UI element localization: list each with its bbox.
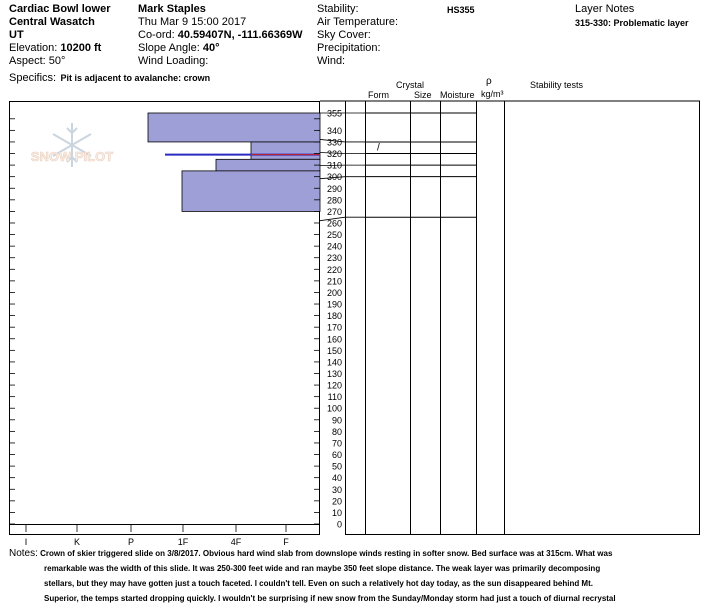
height-tick-label: 330 — [326, 137, 342, 148]
height-tick-label: 40 — [331, 473, 342, 484]
form-header: Form — [368, 90, 389, 100]
notes-label: Notes: — [9, 548, 38, 559]
notes-section — [9, 546, 709, 606]
snow-pilot-logo — [31, 123, 113, 167]
height-tick-label: 50 — [331, 461, 342, 472]
height-tick-label: 90 — [331, 415, 342, 426]
height-tick-label: 140 — [326, 357, 342, 368]
hardness-tick-label: K — [73, 537, 81, 547]
height-tick-label: 170 — [326, 322, 342, 333]
hardness-tick-label: P — [127, 537, 135, 547]
height-tick-label: 130 — [326, 368, 342, 379]
notes-line: remarkable was the width of this slide. It was 250-300 feet wide and ran maybe 350 feet slope distance. The weak layer was primarily decomposing — [44, 564, 601, 573]
height-tick-label: 70 — [331, 438, 342, 449]
height-tick-label: 120 — [326, 380, 342, 391]
precip-label: Precipitation: — [317, 42, 381, 54]
slope-label: Slope Angle: — [138, 42, 200, 54]
crystal-form-symbol: / — [377, 142, 380, 154]
aspect-value: 50° — [48, 55, 66, 67]
hardness-tick-label: 4F — [230, 537, 242, 547]
moisture-header: Moisture — [440, 90, 475, 100]
chart-frame — [9, 101, 700, 535]
air-temp-label: Air Temperature: — [317, 16, 399, 28]
notes-line: Superior, the temps started dropping quickly. I wouldn't be surprising if new snow from the Sunday/Monday storm had just a touch of diurnal recrystal — [44, 594, 616, 603]
state-name: UT — [9, 29, 24, 41]
height-tick-label: 180 — [326, 311, 342, 322]
sky-cover-label: Sky Cover: — [317, 29, 371, 41]
height-tick-label: 160 — [326, 334, 342, 345]
height-tick-label: 310 — [326, 160, 342, 171]
hardness-layer-bar — [216, 159, 320, 171]
height-tick-label: 280 — [326, 195, 342, 206]
height-tick-label: 30 — [331, 484, 342, 495]
hardness-layer-bar — [182, 171, 320, 212]
slope-value: 40° — [202, 42, 220, 54]
notes-line: stellars, but they may have gotten just a touch faceted. I couldn't tell. Even on such a relatively hot day today, as the sun disappeared behind Mt. — [44, 579, 593, 588]
height-tick-label: 150 — [326, 345, 342, 356]
wind-label: Wind: — [317, 55, 346, 67]
elevation-value: 10200 ft — [60, 42, 102, 54]
height-tick-label: 100 — [326, 403, 342, 414]
height-tick-label: 300 — [326, 172, 342, 183]
observation-datetime: Thu Mar 9 15:00 2017 — [138, 16, 247, 28]
layer-note-item: 315-330: Problematic layer — [575, 18, 689, 28]
height-tick-label: 200 — [326, 287, 342, 298]
coord-label: Co-ord: — [138, 29, 175, 41]
stability-tests-header: Stability tests — [530, 80, 584, 90]
elevation-label: Elevation: — [9, 42, 58, 54]
logo-text: SNOW PILOT — [30, 149, 114, 164]
height-tick-label: 20 — [331, 496, 342, 507]
location-name: Cardiac Bowl lower — [9, 3, 111, 15]
height-tick-label: 290 — [326, 183, 342, 194]
range-name: Central Wasatch — [9, 16, 95, 28]
height-tick-label: 0 — [336, 519, 342, 530]
specifics-label: Specifics: — [9, 72, 57, 84]
height-tick-label: 190 — [326, 299, 342, 310]
wind-loading-label: Wind Loading: — [138, 55, 209, 67]
size-header: Size — [414, 90, 432, 100]
height-tick-label: 270 — [326, 206, 342, 217]
hardness-tick-label: 1F — [177, 537, 189, 547]
hardness-tick-label: F — [283, 537, 289, 547]
height-tick-label: 60 — [331, 450, 342, 461]
observer-name: Mark Staples — [138, 3, 206, 15]
layer-notes-title: Layer Notes — [575, 3, 635, 15]
coord-value: 40.59407N, -111.66369W — [177, 29, 303, 41]
density-symbol: ρ — [486, 76, 492, 87]
stability-label: Stability: — [317, 3, 359, 15]
height-tick-label: 220 — [326, 264, 342, 275]
height-tick-label: 230 — [326, 253, 342, 264]
height-tick-label: 250 — [326, 230, 342, 241]
height-tick-label: 110 — [327, 392, 342, 403]
hardness-layer-bar — [251, 142, 320, 159]
height-tick-label: 240 — [326, 241, 342, 252]
aspect-label: Aspect: — [9, 55, 46, 67]
crystal-header: Crystal — [396, 80, 425, 90]
specifics-value: Pit is adjacent to avalanche: crown — [60, 73, 211, 83]
hardness-tick-label: I — [24, 537, 28, 547]
hardness-layer-bar — [148, 113, 320, 142]
height-tick-label: 340 — [326, 125, 342, 136]
height-tick-label: 260 — [326, 218, 342, 229]
notes-line: Crown of skier triggered slide on 3/8/2017. Obvious hard wind slab from downslope winds resting in softer snow. Bed surface was at 315cm. What was — [40, 549, 613, 558]
height-tick-label: 355 — [326, 108, 342, 119]
height-tick-label: 10 — [331, 507, 342, 518]
height-tick-label: 80 — [331, 426, 342, 437]
height-tick-label: 320 — [326, 149, 342, 160]
hs-value: HS355 — [447, 5, 475, 15]
density-unit: kg/m³ — [481, 89, 504, 99]
height-tick-label: 210 — [326, 276, 342, 287]
